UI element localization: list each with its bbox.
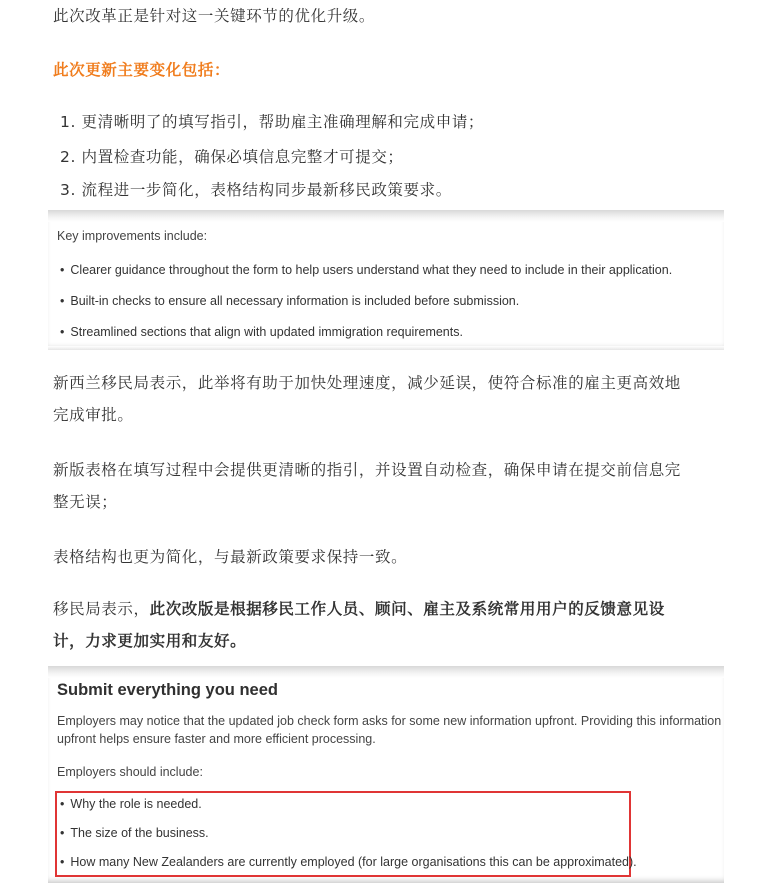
image-top-edge — [48, 210, 724, 222]
image-bottom-edge — [48, 346, 724, 350]
employers-lead: Employers should include: — [57, 765, 203, 779]
bullet-item: • Why the role is needed. — [60, 797, 202, 811]
paragraph-feedback — [53, 595, 665, 655]
changes-heading: 此次更新主要变化包括： — [53, 61, 231, 79]
paragraph-guidance — [53, 456, 681, 516]
bullet-item: • How many New Zealanders are currently employed (for large organisations this can be approximated). — [60, 855, 637, 869]
paragraph-prefix: 移民局表示， — [53, 600, 150, 618]
paragraph-line: 新版表格在填写过程中会提供更清晰的指引，并设置自动检查，确保申请在提交前信息完 — [53, 461, 681, 479]
paragraph-bold-text: 此次改版是根据移民工作人员、顾问、雇主及系统常用用户的反馈意见设 — [149, 600, 665, 618]
submit-desc-line: upfront helps ensure faster and more efficient processing. — [57, 732, 376, 746]
paragraph-line: 新西兰移民局表示，此举将有助于加快处理速度，减少延误，使符合标准的雇主更高效地 — [53, 374, 681, 392]
bullet-item: • Streamlined sections that align with updated immigration requirements. — [60, 325, 463, 339]
list-item: 3. 流程进一步简化，表格结构同步最新移民政策要求。 — [60, 181, 452, 199]
paragraph-bold-text: 计，力求更加实用和友好。 — [53, 632, 247, 650]
intro-line: 此次改革正是针对这一关键环节的优化升级。 — [53, 7, 376, 25]
paragraph-line: 完成审批。 — [53, 406, 134, 424]
submit-everything-image — [48, 666, 724, 883]
image-top-edge — [48, 666, 724, 678]
list-item: 1. 更清晰明了的填写指引，帮助雇主准确理解和完成申请； — [60, 113, 485, 131]
list-item: 2. 内置检查功能，确保必填信息完整才可提交； — [60, 148, 404, 166]
paragraph-line — [53, 595, 665, 623]
bullet-item: • Built-in checks to ensure all necessary information is included before submission. — [60, 294, 519, 308]
key-improvements-image — [48, 210, 724, 350]
key-improvements-lead: Key improvements include: — [57, 229, 208, 243]
bullet-item: • The size of the business. — [60, 826, 209, 840]
paragraph-line: 整无误； — [53, 493, 118, 511]
bullet-item: • Clearer guidance throughout the form to help users understand what they need to include in their application. — [60, 263, 672, 277]
paragraph-structure: 表格结构也更为简化，与最新政策要求保持一致。 — [53, 548, 408, 566]
paragraph-speed — [53, 369, 681, 429]
submit-desc-line: Employers may notice that the updated job check form asks for some new information upfront. Providing this information — [57, 714, 722, 728]
submit-title: Submit everything you need — [57, 681, 278, 699]
